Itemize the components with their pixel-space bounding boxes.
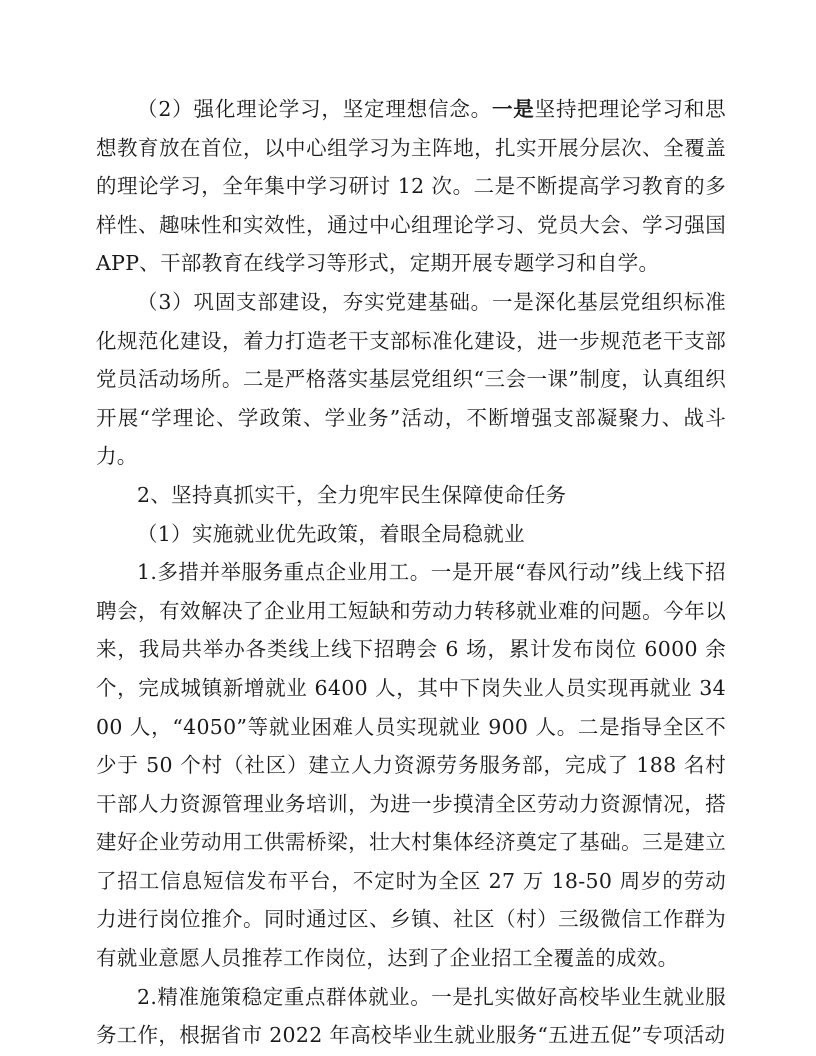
paragraph-theory-study [96,90,726,283]
subsection-heading-employment: （1）实施就业优先政策，着眼全局稳就业 [137,521,525,546]
paragraph-theory-study-intro: （2）强化理论学习，坚定理想信念。 [137,97,492,121]
paragraph-key-groups-employment: 2.精准施策稳定重点群体就业。一是扎实做好高校毕业生就业服务工作，根据省市 2022 年高校毕业生就业服务“五进五促”专项活动 [96,984,726,1048]
section-heading-livelihood: 2、坚持真抓实干，全力兜牢民生保障使命任务 [137,482,567,507]
paragraph-theory-study-emphasis: 一是 [491,97,535,121]
paragraph-enterprise-employment: 1.多措并举服务重点企业用工。一是开展“春风行动”线上线下招聘会，有效解决了企业用工短缺和劳动力转移就业难的问题。今年以来，我局共举办各类线上线下招聘会 6 场，累计发布岗位 6000 余个，完成城镇新增就业 6400 人，其中下岗失业人员实现再就业 3400 人，“4050”等就业困难人员实现就业 900 人。二是指导全区不少于 50 个村（社区）建立人力资源劳务服务部，完成了 188 名村干部人力资源管理业务培训，为进一步摸清全区劳动力资源情况，搭建好企业劳动用工供需桥梁，壮大村集体经济奠定了基础。三是建立了招工信息短信发布平台，不定时为全区 27 万 18-50 周岁的劳动力进行岗位推介。同时通过区、乡镇、社区（村）三级微信工作群为有就业意愿人员推荐工作岗位，达到了企业招工全覆盖的成效。 [96,560,726,971]
paragraph-theory-study-body: 坚持把理论学习和思想教育放在首位，以中心组学习为主阵地，扎实开展分层次、全覆盖的理论学习，全年集中学习研讨 12 次。二是不断提高学习教育的多样性、趣味性和实效性，通过中心组理论学习、党员大会、学习强国 APP、干部教育在线学习等形式，定期开展专题学习和自学。 [96,97,726,276]
document-body [96,90,726,1055]
paragraph-branch-building: （3）巩固支部建设，夯实党建基础。一是深化基层党组织标准化规范化建设，着力打造老干支部标准化建设，进一步规范老干支部党员活动场所。二是严格落实基层党组织“三会一课”制度，认真组织开展“学理论、学政策、学业务”活动，不断增强支部凝聚力、战斗力。 [96,289,726,469]
